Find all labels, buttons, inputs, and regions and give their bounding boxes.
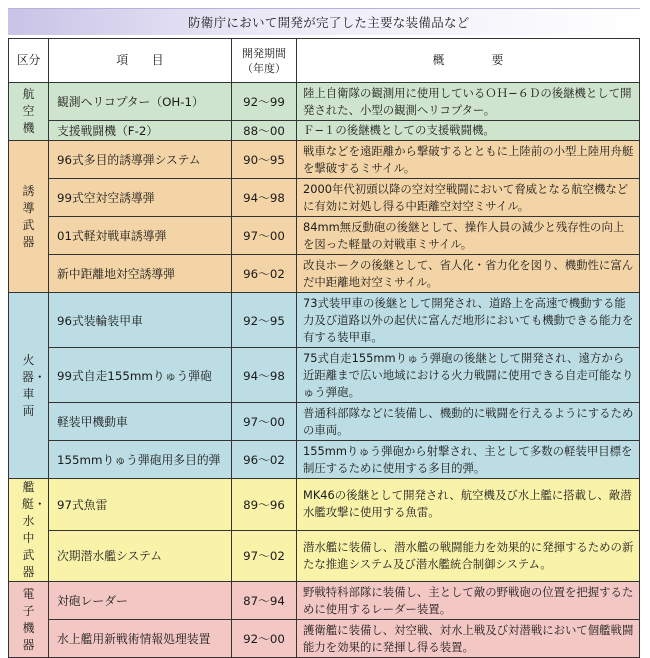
table-row	[9, 348, 640, 403]
table-row	[9, 83, 640, 121]
summary-cell: 護衛艦に装備し、対空戦、対水上戦及び対潜戦において個艦戦闘能力を効果的に発揮し得る装置。	[297, 620, 640, 658]
equipment-table	[8, 38, 640, 658]
table-row	[9, 179, 640, 217]
item-cell: 対砲レーダー	[49, 582, 232, 620]
summary-cell: MK46の後継として開発され、航空機及び水上艦に搭載し、敵潜水艦攻撃に使用する魚雷。	[297, 479, 640, 531]
category-cell	[9, 83, 49, 141]
item-cell: 支援戦闘機（F-2）	[49, 121, 232, 141]
period-cell: 94〜98	[232, 348, 297, 403]
summary-cell: 野戦特科部隊に装備し、主として敵の野戦砲の位置を把握するために使用するレーダー装置。	[297, 582, 640, 620]
period-cell: 88〜00	[232, 121, 297, 141]
item-cell: 水上艦用新戦術情報処理装置	[49, 620, 232, 658]
item-cell: 01式軽対戦車誘導弾	[49, 217, 232, 255]
item-cell: 次期潜水艦システム	[49, 530, 232, 582]
table-row	[9, 293, 640, 348]
item-cell: 96式装輪装甲車	[49, 293, 232, 348]
summary-cell: 155mmりゅう弾砲から射撃され、主として多数の軽装甲目標を制圧するために使用する多目的弾。	[297, 441, 640, 479]
period-cell: 94〜98	[232, 179, 297, 217]
summary-cell: 73式装甲車の後継として開発され、道路上を高速で機動する能力及び道路以外の起伏に富んだ地形においても機動できる能力を有する装甲車。	[297, 293, 640, 348]
period-cell: 97〜02	[232, 530, 297, 582]
summary-cell: 2000年代初頭以降の空対空戦闘において脅威となる航空機などに有効に対処し得る中距離空対空ミサイル。	[297, 179, 640, 217]
table-row	[9, 620, 640, 658]
item-cell: 新中距離地対空誘導弾	[49, 255, 232, 293]
category-cell	[9, 582, 49, 658]
title-bar	[8, 8, 640, 35]
period-cell: 97〜00	[232, 217, 297, 255]
item-cell: 99式空対空誘導弾	[49, 179, 232, 217]
table-row	[9, 530, 640, 582]
header-summary: 概 要	[297, 39, 640, 83]
summary-cell: 改良ホークの後継として、省人化・省力化を図り、機動性に富んだ中距離地対空ミサイル。	[297, 255, 640, 293]
table-row	[9, 121, 640, 141]
category-label: 誘導武器	[22, 183, 35, 249]
header-item: 項 目	[49, 39, 232, 83]
summary-cell: 潜水艦に装備し、潜水艦の戦闘能力を効果的に発揮するための新たな推進システム及び潜水艦統合制御システム。	[297, 530, 640, 582]
period-cell: 90〜95	[232, 141, 297, 179]
summary-cell: 84mm無反動砲の後継として、操作人員の減少と残存性の向上を図った軽量の対戦車ミサイル。	[297, 217, 640, 255]
period-cell: 96〜02	[232, 441, 297, 479]
table-row	[9, 255, 640, 293]
summary-cell: Ｆ−１の後継機としての支援戦闘機。	[297, 121, 640, 141]
table-row	[9, 141, 640, 179]
header-period	[232, 39, 297, 83]
item-cell: 軽装甲機動車	[49, 403, 232, 441]
header-category: 区分	[9, 39, 49, 83]
category-cell	[9, 479, 49, 582]
item-cell: 観測ヘリコプター（OH-1）	[49, 83, 232, 121]
item-cell: 96式多目的誘導弾システム	[49, 141, 232, 179]
category-label: 火器・車両	[22, 352, 46, 418]
item-cell: 97式魚雷	[49, 479, 232, 531]
table-row	[9, 582, 640, 620]
category-label: 艦艇・水中武器	[22, 480, 46, 579]
category-cell	[9, 293, 49, 479]
item-cell: 99式自走155mmりゅう弾砲	[49, 348, 232, 403]
item-cell: 155mmりゅう弾砲用多目的弾	[49, 441, 232, 479]
summary-cell: 陸上自衛隊の観測用に使用しているＯＨ−６Ｄの後継機として開発された、小型の観測ヘリコプター。	[297, 83, 640, 121]
period-cell: 89〜96	[232, 479, 297, 531]
category-label: 電子機器	[22, 586, 35, 652]
table-row	[9, 441, 640, 479]
header-period-label: 開発期間 （年度）	[242, 46, 286, 75]
period-cell: 92〜00	[232, 620, 297, 658]
period-cell: 96〜02	[232, 255, 297, 293]
table-row	[9, 479, 640, 531]
summary-cell: 75式自走155mmりゅう弾砲の後継として開発され、遠方から近距離まで広い地域における火力戦闘に使用できる自走可能なりゅう弾砲。	[297, 348, 640, 403]
table-row	[9, 403, 640, 441]
page-title: 防衛庁において開発が完了した主要な装備品など	[188, 15, 470, 30]
period-cell: 92〜95	[232, 293, 297, 348]
table-row	[9, 217, 640, 255]
period-cell: 92〜99	[232, 83, 297, 121]
period-cell: 87〜94	[232, 582, 297, 620]
table-body	[9, 83, 640, 658]
summary-cell: 普通科部隊などに装備し、機動的に戦闘を行えるようにするための車両。	[297, 403, 640, 441]
category-label: 航空機	[22, 87, 35, 135]
category-cell	[9, 141, 49, 293]
summary-cell: 戦車などを遠距離から撃破するとともに上陸前の小型上陸用舟艇を撃破するミサイル。	[297, 141, 640, 179]
period-cell: 97〜00	[232, 403, 297, 441]
